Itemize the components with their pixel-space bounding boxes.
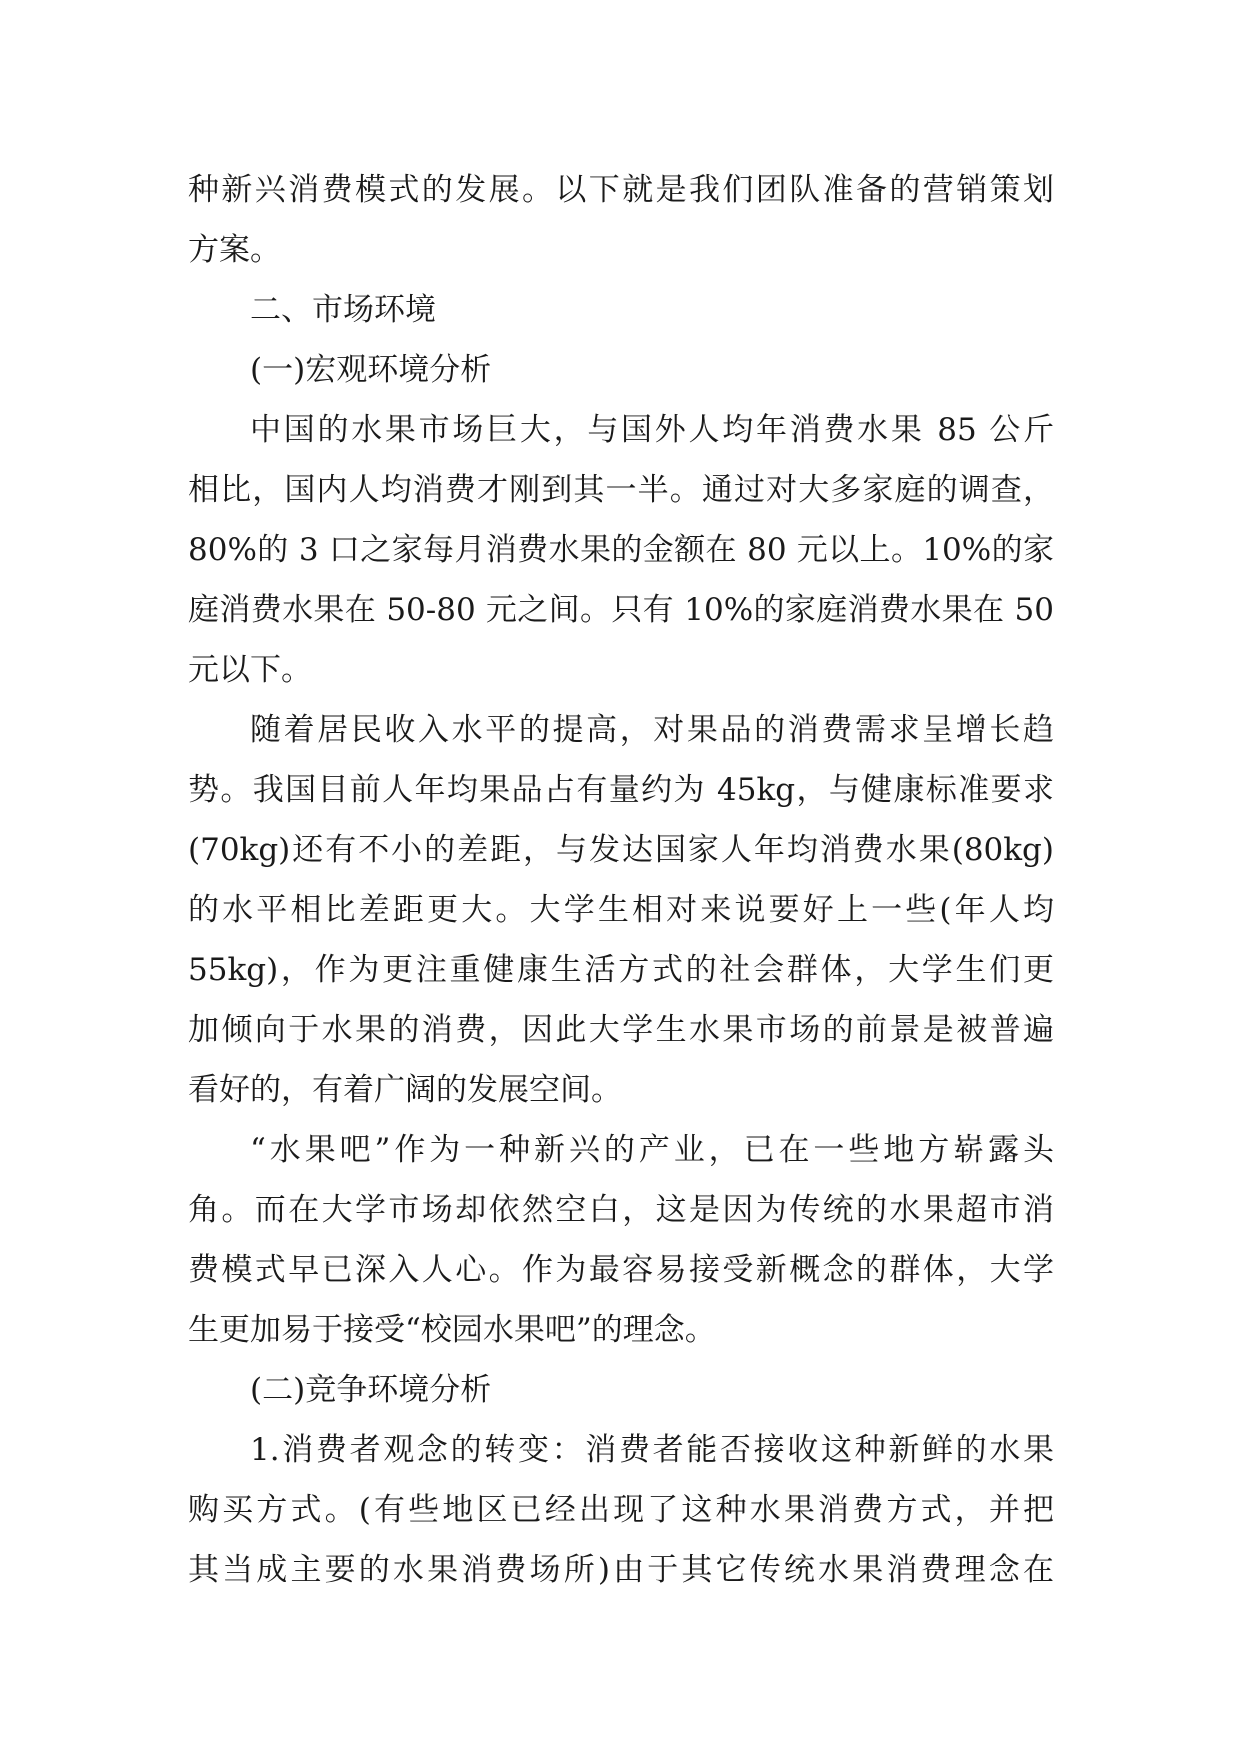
text-line: 其当成主要的水果消费场所)由于其它传统水果消费理念在 [188,1552,1054,1588]
text-line: 购买方式。(有些地区已经出现了这种水果消费方式，并把 [188,1492,1054,1528]
text-line: 元以下。 [188,652,312,688]
text-line: 费模式早已深入人心。作为最容易接受新概念的群体，大学 [188,1252,1054,1288]
text-line: (70kg)还有不小的差距，与发达国家人年均消费水果(80kg) [188,832,1054,868]
subsection-heading: (二)竞争环境分析 [250,1372,492,1408]
text-line: 生更加易于接受“校园水果吧”的理念。 [188,1312,716,1348]
text-line: 势。我国目前人年均果品占有量约为 45kg，与健康标准要求 [188,772,1054,808]
text-line: 相比，国内人均消费才刚到其一半。通过对大多家庭的调查， [188,472,1054,508]
text-line: 方案。 [188,232,281,268]
text-line: 中国的水果市场巨大，与国外人均年消费水果 85 公斤 [250,412,1054,448]
text-line: 加倾向于水果的消费，因此大学生水果市场的前景是被普遍 [188,1012,1054,1048]
section-heading: 二、市场环境 [250,292,436,328]
text-line: 看好的，有着广阔的发展空间。 [188,1072,622,1108]
text-line: 角。而在大学市场却依然空白，这是因为传统的水果超市消 [188,1192,1054,1228]
subsection-heading: (一)宏观环境分析 [250,352,492,388]
text-line: 1.消费者观念的转变：消费者能否接收这种新鲜的水果 [250,1432,1054,1468]
text-line: 种新兴消费模式的发展。以下就是我们团队准备的营销策划 [188,172,1054,208]
text-line: 80%的 3 口之家每月消费水果的金额在 80 元以上。10%的家 [188,532,1054,568]
text-line: “水果吧”作为一种新兴的产业，已在一些地方崭露头 [250,1132,1054,1168]
body-text [188,160,1054,1600]
text-line: 55kg)，作为更注重健康生活方式的社会群体，大学生们更 [188,952,1054,988]
text-line: 庭消费水果在 50-80 元之间。只有 10%的家庭消费水果在 50 [188,592,1054,628]
text-line: 随着居民收入水平的提高，对果品的消费需求呈增长趋 [250,712,1054,748]
text-line: 的水平相比差距更大。大学生相对来说要好上一些(年人均 [188,892,1054,928]
